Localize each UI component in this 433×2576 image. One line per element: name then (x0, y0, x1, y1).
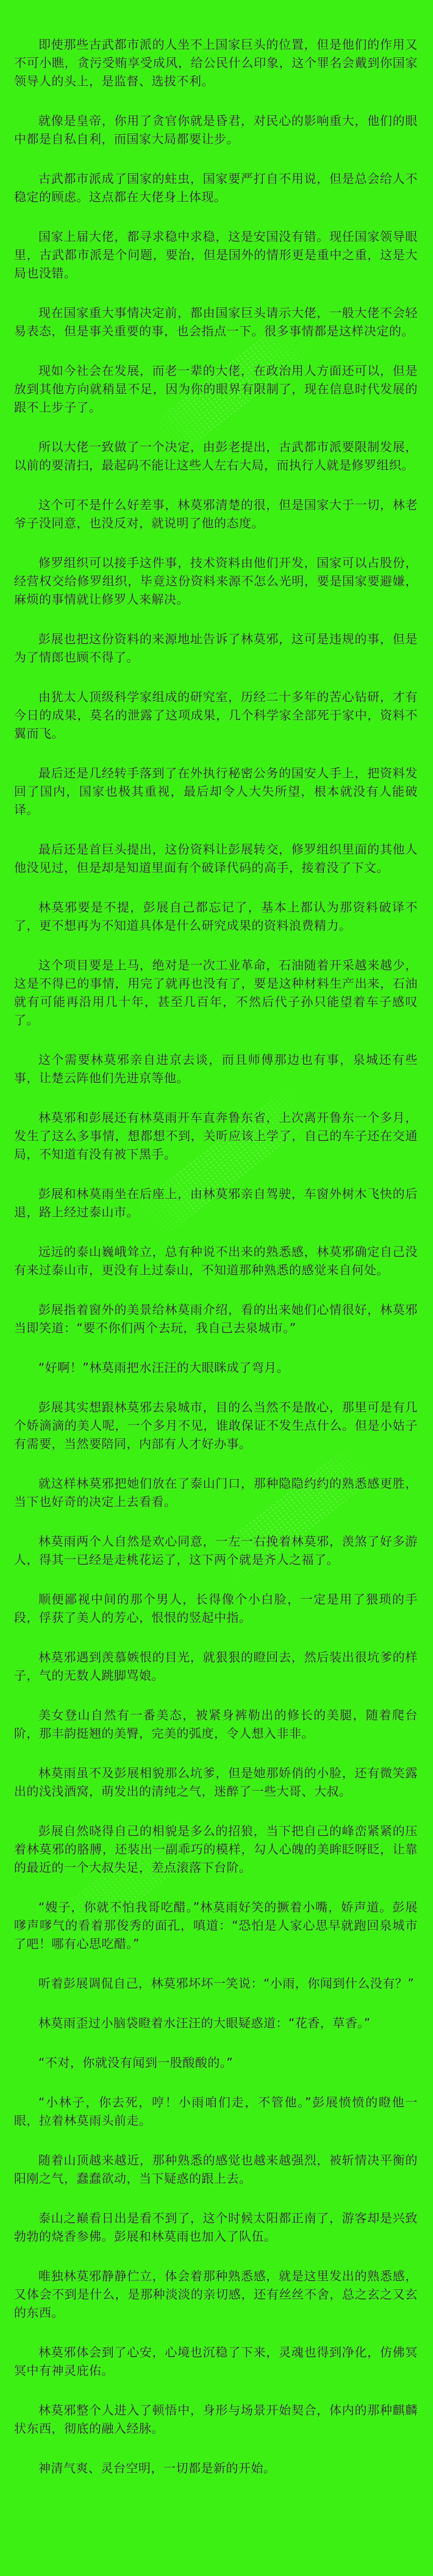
paragraph: 最后还是几经转手落到了在外执行秘密公务的国安人手上，把资料发回了国内，国家也极其重视，最后却令人大失所望，根本就没有人能破译。 (14, 766, 418, 817)
paragraph: “嫂子，你就不怕我哥吃醋。”林莫雨好笑的撅着小嘴，娇声道。彭展嗲声嗲气的看着那俊秀的面孔，嗔道：“恐怕是人家心思早就跑回泉城市了吧！哪有心思吃醋。” (14, 1900, 418, 1951)
paragraph: 彭展也把这份资料的来源地址告诉了林莫邪，这可是违规的事，但是为了情郎也顾不得了。 (14, 632, 418, 665)
paragraph: 彭展自然晓得自己的相貌是多么的招狼，当下把自己的峰峦紧紧的压着林莫邪的胳膊，还装出一副乖巧的模样，勾人心魄的美眸眨呀眨，让靠的最近的一个大叔失足，差点滚落下台阶。 (14, 1824, 418, 1875)
paragraph: 林莫邪整个人进入了顿悟中，身形与场景开始契合，体内的那种麒麟状东西，彻底的融入经脉。 (14, 2403, 418, 2436)
paragraph: 林莫雨两个人自然是欢心同意，一左一右挽着林莫邪，羡煞了好多游人，得其一已经是走桃花运了，这下两个就是齐人之福了。 (14, 1534, 418, 1567)
paragraph: 现在国家重大事情决定前，都由国家巨头请示大佬，一般大佬不会轻易表态，但是事关重要的事，也会指点一下。很多事情都是这样决定的。 (14, 305, 418, 338)
paragraph: 远远的泰山巍峨耸立，总有种说不出来的熟悉感，林莫邪确定自己没有来过泰山市，更没有上过泰山，不知道那种熟悉的感觉来自何处。 (14, 1244, 418, 1277)
paragraph: 林莫邪遇到羡慕嫉恨的目光，就狠狠的瞪回去，然后装出很坑爹的样子，气的无数人跳脚骂娘。 (14, 1650, 418, 1683)
paragraph: 林莫邪和彭展还有林莫雨开车直奔鲁东省，上次离开鲁东一个多月，发生了这么多事情，想都想不到，关昕应该上学了，自己的车子还在交通局，不知道有没有被下黑手。 (14, 1110, 418, 1161)
paragraph: 随着山顶越来越近，那种熟悉的感觉也越来越强烈，被斩情决平衡的阳刚之气，蠢蠢欲动，当下疑惑的跟上去。 (14, 2153, 418, 2186)
paragraph: 林莫雨虽不及彭展相貌那么坑爹，但是她那娇俏的小脸，还有微笑露出的浅浅酒窝，萌发出的清纯之气，迷醉了一些大哥、大叔。 (14, 1766, 418, 1799)
paragraph: 林莫邪要是不提，彭展自己都忘记了，基本上都认为那资料破译不了，更不想再为不知道具体是什么研究成果的资料浪费精力。 (14, 900, 418, 933)
paragraph: “不对，你就没有闻到一股酸酸的。” (38, 2055, 234, 2070)
paragraph: 这个项目要是上马，绝对是一次工业革命，石油随着开采越来越少，这是不得已的事情，用完了就再也没有了，要是这种材料生产出来，石油就有可能再沿用几十年，甚至几百年，不然后代子孙只能望着车子感叹了。 (14, 958, 418, 1027)
paragraph: 就这样林莫邪把她们放在了泰山门口，那种隐隐约约的熟悉感更胜，当下也好奇的决定上去看看。 (14, 1476, 418, 1509)
paragraph: 彭展指着窗外的美景给林莫雨介绍，看的出来她们心情很好，林莫邪当即笑道：“要不你们两个去玩，我自己去泉城市。” (14, 1302, 418, 1335)
paragraph: 泰山之巅看日出是看不到了，这个时候太阳都正南了，游客却是兴致勃勃的烧香参佛。彭展和林莫雨也加入了队伍。 (14, 2211, 418, 2244)
paragraph: “好啊！”林莫雨把水汪汪的大眼眯成了弯月。 (38, 1360, 290, 1375)
paragraph: 所以大佬一致做了一个决定，由彭老提出，古武都市派要限制发展，以前的要清扫，最起码不能让这些人左右大局，而执行人就是修罗组织。 (14, 440, 418, 473)
paragraph: 顺便鄙视中间的那个男人，长得像个小白脸，一定是用了猥琐的手段，俘获了美人的芳心，恨恨的竖起中指。 (14, 1592, 418, 1625)
paragraph: 古武都市派成了国家的蛀虫，国家要严打自不用说，但是总会给人不稳定的顾虑。这点都在大佬身上体现。 (14, 171, 418, 204)
paragraph: “小林子，你去死，哼！小雨咱们走，不管他。”彭展愤愤的瞪他一眼，拉着林莫雨头前走。 (14, 2095, 418, 2128)
paragraph: 林莫雨歪过小脑袋瞪着水汪汪的大眼疑惑道：“花香，草香。” (38, 2016, 371, 2030)
paragraph: 听着彭展调侃自己，林莫邪坏坏一笑说：“小雨，你闻到什么没有？” (38, 1976, 415, 1991)
paragraph: 由犹太人顶级科学家组成的研究室，历经二十多年的苦心钻研，才有今日的成果，莫名的泄露了这项成果，几个科学家全部死于家中，资料不翼而飞。 (14, 690, 418, 741)
paragraph: 现如今社会在发展，而老一辈的大佬，在政治用人方面还可以，但是放到其他方向就稍显不足，因为你的眼界有限制了，现在信息时代发展的跟不上步子了。 (14, 363, 418, 415)
paragraph: 国家上届大佬，都寻求稳中求稳，这是安国没有错。现任国家领导眼里，古武都市派是个问题，要治，但是国外的情形更是重中之重，这是大局也没错。 (14, 229, 418, 280)
paragraph: 修罗组织可以接手这件事，技术资料由他们开发，国家可以占股份，经营权交给修罗组织，毕竟这份资料来源不怎么光明，要是国家要避嫌，麻烦的事情就让修罗人来解决。 (14, 555, 418, 607)
paragraph: 彭展其实想跟林莫邪去泉城市，目的么当然不是散心，那里可是有几个娇滴滴的美人呢，一个多月不见，谁敢保证不发生点什么。但是小姑子有需要，当然要陪同，内部有人才好办事。 (14, 1400, 418, 1451)
paragraph: 林莫邪体会到了心安，心境也沉稳了下来，灵魂也得到净化，仿佛冥冥中有神灵庇佑。 (14, 2345, 418, 2378)
paragraph: 这个可不是什么好差事，林莫邪清楚的很，但是国家大于一切，林老爷子没同意，也没反对，就说明了他的态度。 (14, 498, 418, 530)
paragraph: 彭展和林莫雨坐在后座上，由林莫邪亲自驾驶，车窗外树木飞快的后退，路上经过泰山市。 (14, 1186, 418, 1219)
paragraph: 最后还是首巨头提出，这份资料让彭展转交，修罗组织里面的其他人他没见过，但是却是知道里面有个破译代码的高手，接着没了下文。 (14, 842, 418, 875)
paragraph: 即使那些古武都市派的人坐不上国家巨头的位置，但是他们的作用又不可小瞧，贪污受贿享受成风，给公民什么印象，这个罪名会戴到你国家领导人的头上，是监督、选拔不利。 (14, 37, 418, 88)
paragraph: 这个需要林莫邪亲自进京去谈，而且师傅那边也有事，泉城还有些事，让楚云阵他们先进京等他。 (14, 1052, 418, 1085)
paragraph: 神清气爽、灵台空明，一切都是新的开始。 (38, 2461, 276, 2475)
paragraph: 唯独林莫邪静静伫立，体会着那种熟悉感，就是这里发出的熟悉感，又体会不到是什么，是那种淡淡的亲切感，还有丝丝不舍，总之玄之又玄的东西。 (14, 2269, 418, 2320)
paragraph: 就像是皇帝，你用了贪官你就是昏君，对民心的影响重大，他们的眼中都是自私自利，而国家大局都要让步。 (14, 113, 418, 146)
paragraph: 美女登山自然有一番美态，被紧身裤勒出的修长的美腿，随着爬台阶，那丰韵挺翘的美臀，完美的弧度，令人想入非非。 (14, 1708, 418, 1741)
